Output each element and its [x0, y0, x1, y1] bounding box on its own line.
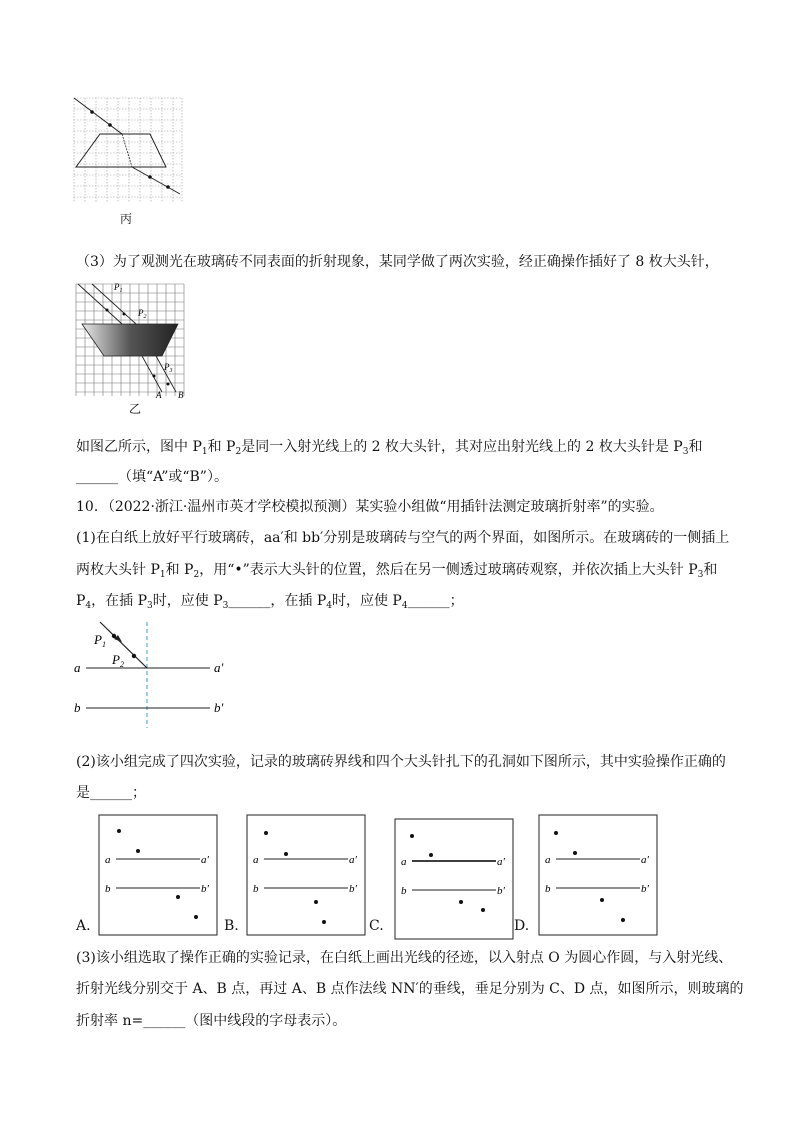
pin-dot	[167, 383, 170, 386]
label-p2: $P_2$	[112, 652, 124, 669]
label-a: a	[74, 660, 81, 675]
q10-p3-line1: (3)该小组选取了操作正确的实验记录，在白纸上画出光线的径迹，以入射点 O 为圆心作圆，与入射光线、	[76, 950, 733, 966]
svg-text:b: b	[545, 883, 551, 895]
option-d-label[interactable]: D.	[514, 918, 530, 934]
option-c-diagram[interactable]	[394, 818, 514, 940]
label-p2: $P_2$	[138, 308, 147, 320]
svg-text:a′: a′	[497, 856, 505, 868]
pin-dot-p2	[132, 654, 136, 658]
pin-dot	[106, 309, 109, 312]
label-B: B	[178, 390, 184, 400]
figure-yi	[72, 280, 190, 400]
option-a-label[interactable]: A.	[76, 918, 91, 934]
q10-p3-line3: 折射率 n=______（图中线段的字母表示）。	[76, 1013, 347, 1029]
svg-text:b′: b′	[641, 883, 649, 895]
q3-text-line3: ______（填“A”或“B”）。	[76, 469, 228, 485]
label-p1: $P_1$	[94, 632, 106, 649]
pin-dot	[90, 110, 94, 114]
svg-text:a: a	[401, 856, 407, 868]
q10-p2-line1: (2)该小组完成了四次实验，记录的玻璃砖界线和四个大头针扎下的孔洞如下图所示，其中实验操作正确的	[76, 754, 726, 770]
figure-yi-caption: 乙	[129, 402, 142, 416]
label-a-prime: a′	[214, 660, 224, 675]
figure-bing	[70, 94, 186, 206]
svg-text:a′: a′	[349, 854, 357, 866]
figure-bing-caption: 丙	[120, 212, 133, 226]
svg-text:a′: a′	[201, 854, 209, 866]
label-A: A	[156, 390, 162, 400]
refracted-ray	[122, 134, 132, 167]
incident-ray	[74, 98, 122, 134]
option-d-diagram[interactable]	[538, 814, 658, 936]
svg-text:a: a	[105, 854, 111, 866]
svg-text:b′: b′	[497, 885, 505, 897]
option-c-label[interactable]: C.	[369, 918, 384, 934]
q10-p3-line2: 折射光线分别交于 A、B 点，再过 A、B 点作法线 NN′的垂线，垂足分别为 C、D 点，如图所示，则玻璃的	[76, 981, 744, 997]
label-b: b	[74, 700, 81, 715]
svg-text:b: b	[105, 883, 111, 895]
svg-text:a: a	[253, 854, 259, 866]
q3-text-line1: （3）为了观测光在玻璃砖不同表面的折射现象，某同学做了两次实验，经正确操作插好了 8 枚大头针，	[76, 254, 719, 270]
option-a-diagram[interactable]	[98, 814, 218, 936]
pin-dot	[123, 313, 126, 316]
svg-text:a: a	[545, 854, 551, 866]
q10-p1-line1: (1)在白纸上放好平行玻璃砖，aa′和 bb′分别是玻璃砖与空气的两个界面，如图所示。在玻璃砖的一侧插上	[76, 530, 730, 546]
svg-text:b: b	[253, 883, 259, 895]
svg-text:b′: b′	[201, 883, 209, 895]
q10-header: 10．（2022·浙江·温州市英才学校模拟预测）某实验小组做“用插针法测定玻璃折射率”的实验。	[76, 499, 664, 515]
svg-text:a′: a′	[641, 854, 649, 866]
pin-dot	[108, 123, 112, 127]
pin-dot	[153, 375, 156, 378]
trapezoid-glass-shaded	[82, 324, 178, 356]
pin-dot	[166, 185, 170, 189]
q3-text-line2: 如图乙所示，图中 $P_1$和 $P_2$是同一入射光线上的 2 枚大头针，其对应出射光线上的 2 枚大头针是 $P_3$和	[76, 439, 703, 457]
pin-dot	[148, 175, 152, 179]
q10-p2-line2: 是______；	[76, 785, 146, 801]
q10-p1-line2: 两枚大头针 $P_1$和 $P_2$，用“•”表示大头针的位置，然后在另一侧透过玻璃砖观察，并依次插上大头针 $P_3$和	[76, 562, 718, 580]
label-p3: $P_3$	[164, 362, 173, 374]
label-b-prime: b′	[214, 700, 224, 715]
q10-p1-line3: $P_4$，在插 $P_3$时，应使 $P_3\_\_\_\_\_\_$，在插 $P_4$时，应使 $P_4\_\_\_\_\_\_$；	[76, 593, 464, 611]
option-b-label[interactable]: B.	[224, 918, 239, 934]
trapezoid-glass	[76, 134, 166, 167]
pin-dot-p1	[112, 634, 116, 638]
figure-parallel-glass	[70, 618, 240, 730]
option-b-diagram[interactable]	[246, 814, 366, 936]
svg-text:b′: b′	[349, 883, 357, 895]
svg-text:b: b	[401, 885, 407, 897]
label-p1: $P_1$	[114, 282, 123, 294]
